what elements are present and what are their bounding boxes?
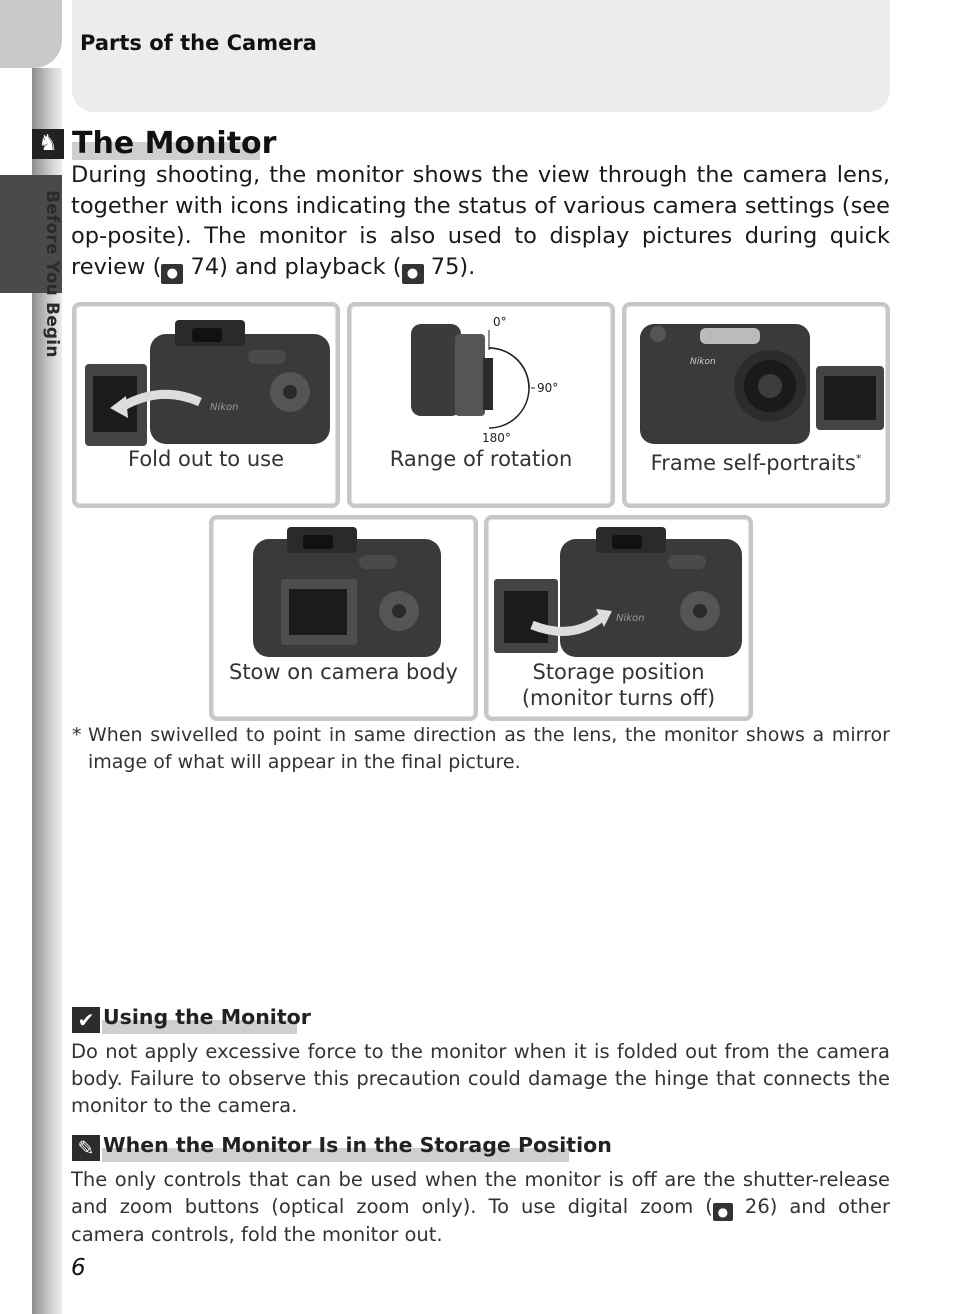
pencil-icon: ✎ bbox=[72, 1135, 100, 1161]
footnote-text: When swivelled to point in same direction as the lens, the monitor shows a mirror image of what will appear in the final picture. bbox=[88, 724, 890, 773]
note-body-using-monitor: Do not apply excessive force to the monitor when it is folded out from the camera body. Failure to observe this precaution could damage the hinge that connects the monitor to the camera. bbox=[71, 1040, 890, 1117]
intro-paragraph bbox=[71, 160, 890, 284]
rooster-icon: ♞ bbox=[32, 129, 64, 159]
camera-side-rotation-illustration bbox=[355, 310, 615, 450]
note-body-storage-position bbox=[71, 1166, 890, 1248]
caption-stow: Stow on camera body bbox=[228, 660, 458, 684]
page-reference-icon: ● bbox=[713, 1203, 733, 1221]
caption-fold-out: Fold out to use bbox=[127, 447, 284, 471]
note-body-text-1: The only controls that can be used when the monitor is off are the shutter-release and zoom buttons (optical zoom only). To use digital zoom ( bbox=[71, 1168, 890, 1218]
caption-footnote-marker: * bbox=[855, 452, 862, 465]
page-reference-icon: ● bbox=[161, 264, 183, 284]
caption-self-portraits-text: Frame self-portraits bbox=[650, 451, 856, 475]
page-number: 6 bbox=[71, 1255, 86, 1281]
camera-back-fold-out-illustration bbox=[80, 314, 340, 454]
figure-fold-out bbox=[72, 302, 340, 508]
header-title: Parts of the Camera bbox=[80, 31, 317, 55]
brand-label: Nikon bbox=[690, 357, 716, 367]
caption-rotation: Range of rotation bbox=[389, 447, 573, 471]
page-title: The Monitor bbox=[72, 126, 277, 161]
intro-text-3: 75). bbox=[430, 253, 476, 280]
page-reference-icon: ● bbox=[402, 264, 424, 284]
caption-self-portraits bbox=[626, 446, 886, 476]
check-icon: ✔ bbox=[72, 1007, 100, 1033]
angle-180-label: 180° bbox=[482, 431, 511, 445]
intro-text-2: 74) and playback ( bbox=[190, 253, 402, 280]
brand-label: Nikon bbox=[210, 402, 239, 413]
intro-text-1: During shooting, the monitor shows the view through the camera lens, together with icons indicating the status of various camera settings (see op-posite). The monitor is also used to display pictures during quick review ( bbox=[71, 162, 890, 280]
angle-0-label: 0° bbox=[493, 315, 507, 329]
camera-front-self-portrait-illustration bbox=[630, 314, 890, 454]
caption-storage-line2: (monitor turns off) bbox=[521, 686, 716, 710]
figure-self-portraits bbox=[622, 302, 890, 508]
note-body-text-2: 26) and other camera controls, fold the monitor out. bbox=[71, 1195, 890, 1246]
figure-stow bbox=[209, 515, 478, 721]
note-title-storage-position: When the Monitor Is in the Storage Position bbox=[103, 1133, 612, 1157]
angle-90-label: 90° bbox=[537, 381, 559, 395]
caption-storage bbox=[488, 659, 749, 711]
note-title-using-monitor: Using the Monitor bbox=[103, 1005, 311, 1029]
footnote bbox=[72, 722, 890, 776]
camera-back-stowed-illustration bbox=[217, 525, 477, 665]
figure-rotation bbox=[347, 302, 615, 508]
brand-label: Nikon bbox=[616, 613, 645, 624]
footnote-marker: * bbox=[72, 724, 82, 746]
corner-tab bbox=[0, 0, 62, 68]
section-label: Before You Begin bbox=[42, 190, 62, 358]
page-header bbox=[72, 0, 890, 112]
caption-storage-line1: Storage position bbox=[532, 660, 705, 684]
camera-back-storage-illustration bbox=[492, 525, 752, 665]
figure-storage bbox=[484, 515, 753, 721]
